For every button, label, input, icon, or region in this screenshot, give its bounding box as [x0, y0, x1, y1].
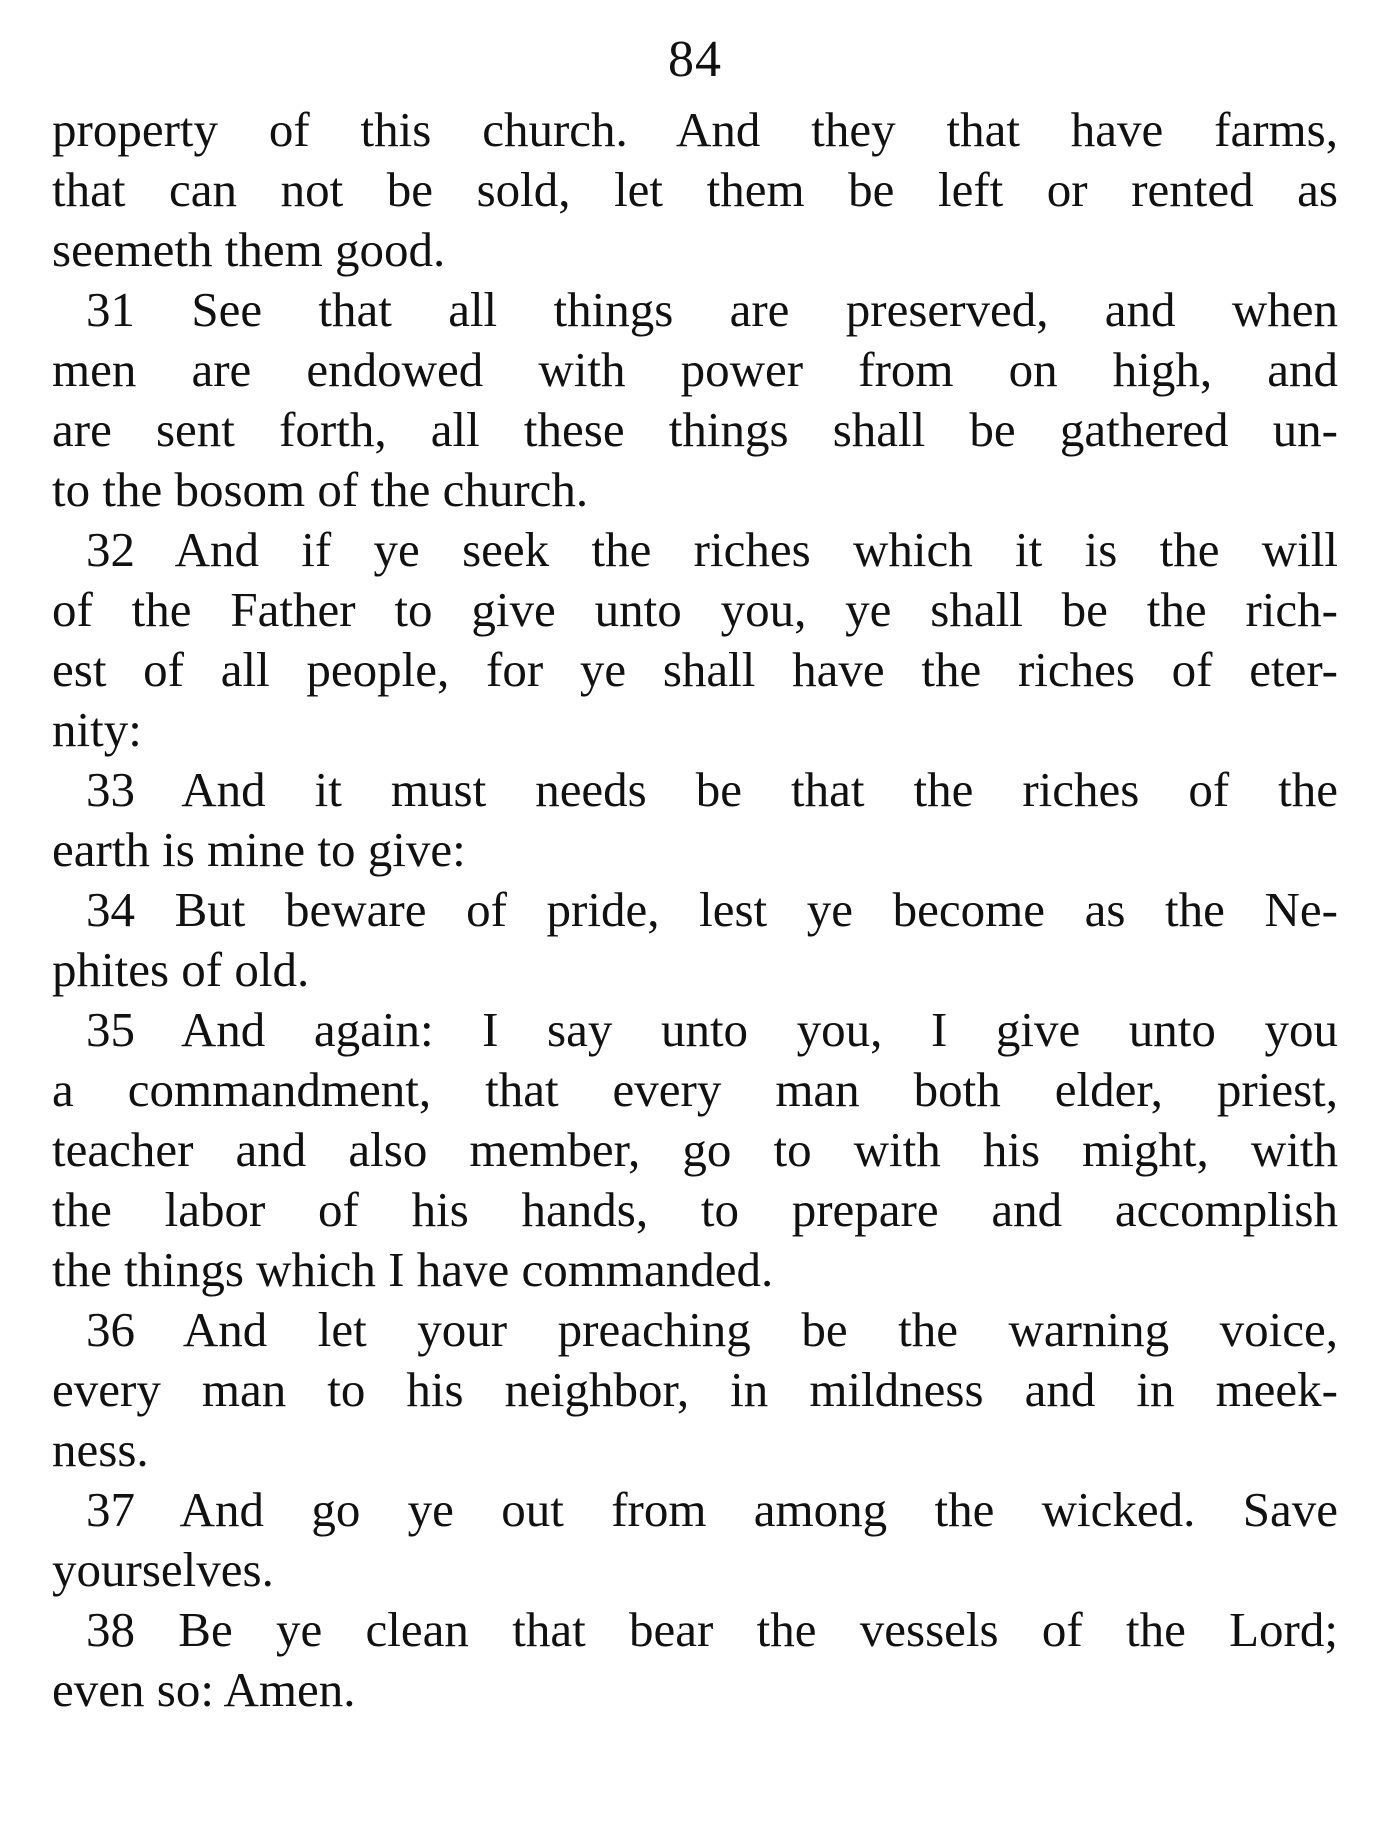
- page-body-text: [52, 100, 1338, 1720]
- text-line: 36 And let your preaching be the warning voice,: [86, 1302, 1338, 1357]
- text-line: 32 And if ye seek the riches which it is the will: [86, 522, 1338, 577]
- book-page: [52, 28, 1338, 1818]
- text-line: men are endowed with power from on high, and: [52, 342, 1338, 397]
- text-line: the labor of his hands, to prepare and accomplish: [52, 1182, 1338, 1237]
- text-line: earth is mine to give:: [52, 822, 466, 877]
- page-number: 84: [668, 31, 722, 88]
- text-line: 37 And go ye out from among the wicked. Save: [86, 1482, 1338, 1537]
- text-line: seemeth them good.: [52, 222, 446, 277]
- text-line: even so: Amen.: [52, 1662, 356, 1717]
- text-line: to the bosom of the church.: [52, 462, 589, 517]
- text-line: 35 And again: I say unto you, I give unto you: [86, 1002, 1338, 1057]
- text-line: are sent forth, all these things shall be gathered un-: [52, 402, 1338, 457]
- text-line: a commandment, that every man both elder, priest,: [52, 1062, 1338, 1117]
- text-line: that can not be sold, let them be left or rented as: [52, 162, 1338, 217]
- text-line: of the Father to give unto you, ye shall be the rich-: [52, 582, 1338, 637]
- text-line: 33 And it must needs be that the riches of the: [86, 762, 1338, 817]
- text-line: est of all people, for ye shall have the riches of eter-: [52, 642, 1338, 697]
- text-line: 34 But beware of pride, lest ye become as the Ne-: [86, 882, 1338, 937]
- text-line: yourselves.: [52, 1542, 274, 1597]
- text-line: teacher and also member, go to with his might, with: [52, 1122, 1338, 1177]
- text-line: every man to his neighbor, in mildness and in meek-: [52, 1362, 1338, 1417]
- text-line: 31 See that all things are preserved, and when: [86, 282, 1338, 337]
- text-line: ness.: [52, 1422, 149, 1477]
- text-line: 38 Be ye clean that bear the vessels of the Lord;: [86, 1602, 1338, 1657]
- text-line: the things which I have commanded.: [52, 1242, 774, 1297]
- text-line: property of this church. And they that have farms,: [52, 102, 1338, 157]
- text-line: phites of old.: [52, 942, 310, 997]
- text-line: nity:: [52, 702, 142, 757]
